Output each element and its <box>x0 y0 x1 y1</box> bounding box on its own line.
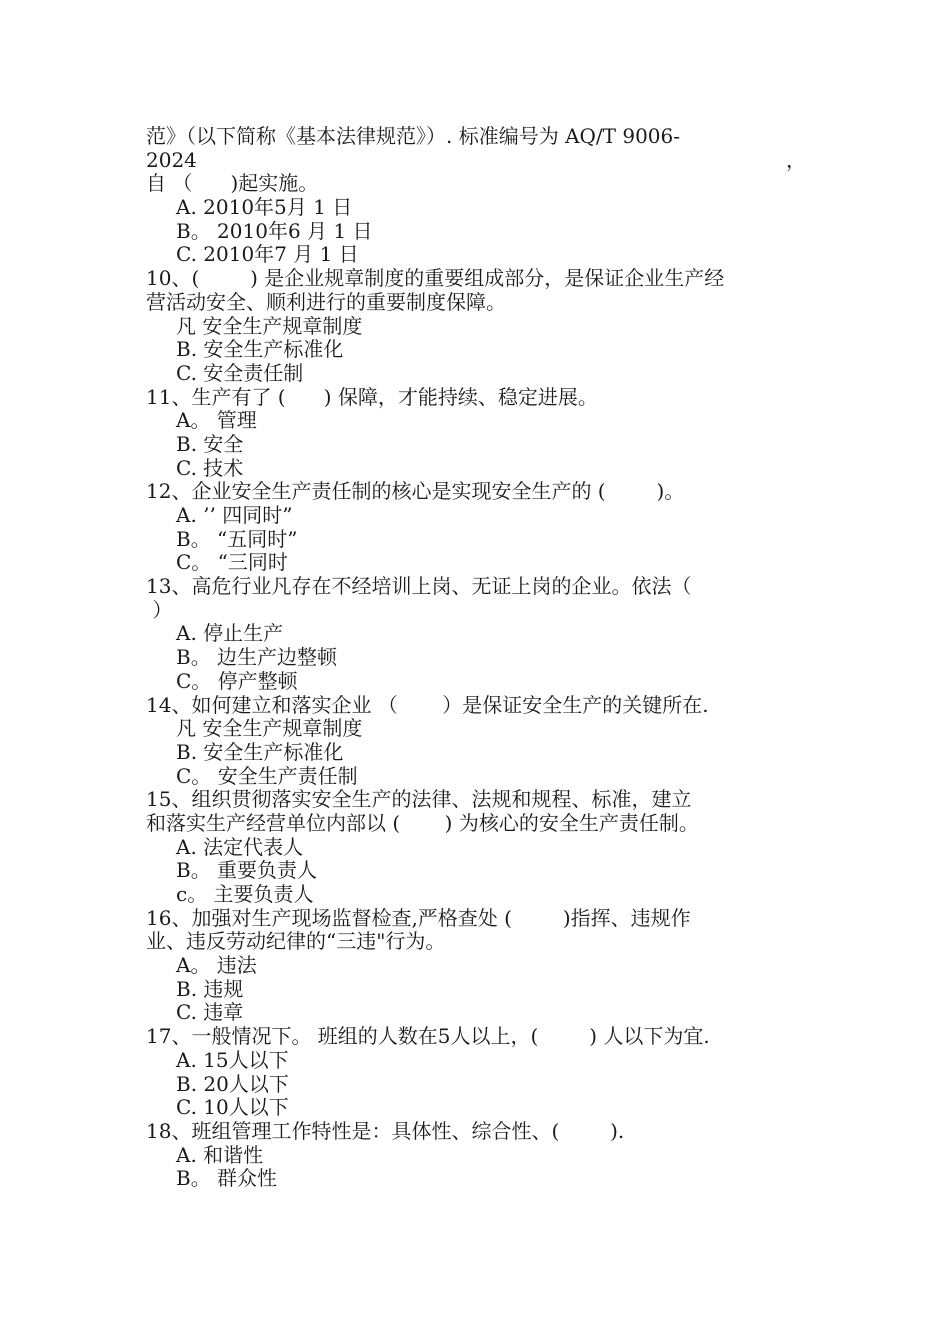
answer-option: A。 违法 <box>176 953 257 978</box>
answer-option: A. 停止生产 <box>176 621 284 646</box>
question-block <box>146 480 806 575</box>
intro-line-2-left: 2024 <box>146 147 197 172</box>
question-text: 13、高危行业凡存在不经培训上岗、无证上岗的企业。依法（ <box>146 574 692 599</box>
answer-option: C。 停产整顿 <box>176 668 298 693</box>
question-text: 14、如何建立和落实企业 （ ）是保证安全生产的关键所在. <box>146 692 709 717</box>
answer-option: B. 安全生产标准化 <box>176 739 344 764</box>
question-text: 12、企业安全生产责任制的核心是实现安全生产的 ( )。 <box>146 479 685 504</box>
answer-option: B。 群众性 <box>176 1166 278 1191</box>
question-text: 10、( ) 是企业规章制度的重要组成部分，是保证企业生产经 <box>146 266 725 291</box>
question-block <box>146 694 806 789</box>
answer-option: C. 安全责任制 <box>176 360 304 385</box>
answer-option: 凡 安全生产规章制度 <box>176 313 363 338</box>
intro-option-b: B。 2010年6 月 1 日 <box>176 218 373 243</box>
question-list <box>146 267 806 1191</box>
question-block <box>146 1025 806 1120</box>
answer-option: B。 边生产边整顿 <box>176 645 338 670</box>
answer-option: A. 法定代表人 <box>176 834 304 859</box>
intro-option-c: C. 2010年7 月 1 日 <box>176 242 359 267</box>
document-page <box>146 125 806 1191</box>
answer-option: B. 违规 <box>176 976 244 1001</box>
question-text: 17、一般情况下。 班组的人数在5人以上，( ) 人以下为宜. <box>146 1024 710 1049</box>
question-block <box>146 1120 806 1191</box>
answer-option: C. 技术 <box>176 455 244 480</box>
answer-option: B. 安全生产标准化 <box>176 337 344 362</box>
intro-line-2-right: ， <box>786 147 806 172</box>
answer-option: C。 安全生产责任制 <box>176 763 358 788</box>
question-block <box>146 788 806 906</box>
answer-option: B. 20人以下 <box>176 1071 289 1096</box>
answer-option: A。 管理 <box>176 408 257 433</box>
answer-option: A. ’’ 四同时” <box>176 503 293 527</box>
question-text: 16、加强对生产现场监督检查,严格查处 ( )指挥、违规作 <box>146 905 691 930</box>
answer-option: B. 安全 <box>176 431 244 456</box>
question-text: ） <box>146 597 173 622</box>
answer-option: A. 和谐性 <box>176 1142 264 1167</box>
question-text: 营活动安全、顺利进行的重要制度保障。 <box>146 289 506 314</box>
answer-option: B。 “五同时” <box>176 526 298 551</box>
answer-option: C。 “三同时 <box>176 550 288 575</box>
question-block <box>146 386 806 481</box>
question-text: 业、违反劳动纪律的“三违"行为。 <box>146 929 446 954</box>
intro-line-3: 自 （ )起实施。 <box>146 171 319 196</box>
answer-option: A. 15人以下 <box>176 1047 289 1072</box>
question-text: 11、生产有了 ( ) 保障，才能持续、稳定进展。 <box>146 384 598 409</box>
question-block <box>146 575 806 693</box>
intro-line-2 <box>146 149 806 173</box>
intro-line-1: 范》（以下简称《基本法律规范》）. 标准编号为 AQ/T 9006- <box>146 124 681 148</box>
answer-option: C. 10人以下 <box>176 1095 289 1120</box>
question-block <box>146 267 806 385</box>
question-text: 15、组织贯彻落实安全生产的法律、法规和规程、标准，建立 <box>146 787 692 812</box>
answer-option: c。 主要负责人 <box>176 882 314 906</box>
answer-option: B。 重要负责人 <box>176 858 318 883</box>
question-block <box>146 907 806 1025</box>
answer-option: C. 违章 <box>176 1000 244 1025</box>
intro-option-a: A. 2010年5月 1 日 <box>176 195 353 220</box>
question-text: 18、班组管理工作特性是：具体性、综合性、( ). <box>146 1118 625 1143</box>
question-text: 和落实生产经营单位内部以 ( ) 为核心的安全生产责任制。 <box>146 810 699 835</box>
answer-option: 凡 安全生产规章制度 <box>176 716 363 741</box>
